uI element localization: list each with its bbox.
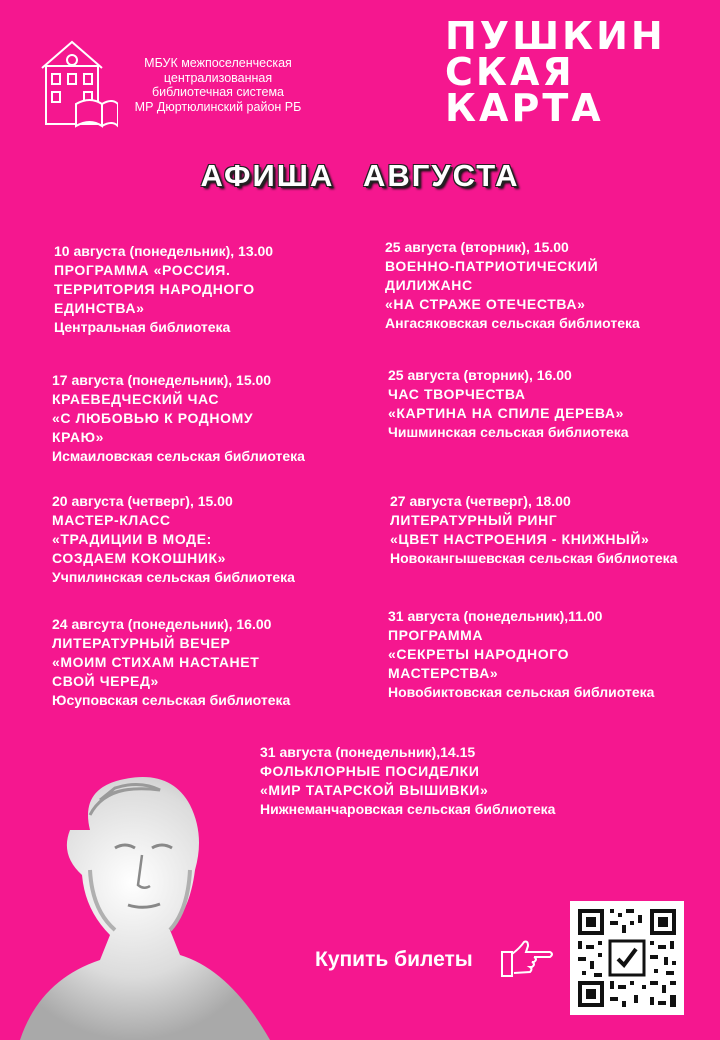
event-place: Учпилинская сельская библиотека xyxy=(52,569,295,585)
org-line: централизованная xyxy=(163,70,273,85)
event-date: 25 августа (вторник), 16.00 xyxy=(388,367,572,383)
event-title-line: ЕДИНСТВА» xyxy=(54,300,145,316)
event-card xyxy=(52,371,305,466)
event-date: 31 августа (понедельник),14.15 xyxy=(260,744,476,760)
event-card xyxy=(388,366,629,442)
event-title-line: ЧАС ТВОРЧЕСТВА xyxy=(388,386,526,402)
page-title: АФИША АВГУСТА xyxy=(200,158,520,193)
org-line: МБУК межпоселенческая xyxy=(144,56,292,70)
event-place: Нижнеманчаровская сельская библиотека xyxy=(260,801,556,817)
event-date: 17 августа (понедельник), 15.00 xyxy=(52,372,272,388)
event-card xyxy=(390,492,677,568)
brand-line: ПУШКИН xyxy=(445,14,666,58)
event-title-line: «НА СТРАЖЕ ОТЕЧЕСТВА» xyxy=(385,296,586,312)
qr-code-graphic xyxy=(570,901,684,1015)
pushkin-card-logo xyxy=(445,14,715,130)
buy-tickets-label[interactable]: Купить билеты xyxy=(315,948,473,971)
event-title-line: ПРОГРАММА «РОССИЯ. xyxy=(54,262,231,278)
event-card xyxy=(388,607,654,702)
event-title-line: СВОЙ ЧЕРЕД» xyxy=(52,673,159,689)
event-place: Центральная библиотека xyxy=(54,319,231,335)
event-title-line: СОЗДАЕМ КОКОШНИК» xyxy=(52,550,227,566)
event-card xyxy=(52,492,295,587)
pointing-hand-icon xyxy=(500,938,554,982)
event-date: 10 августа (понедельник), 13.00 xyxy=(54,243,274,259)
event-title-line: «С ЛЮБОВЬЮ К РОДНОМУ xyxy=(52,410,254,426)
event-title-line: ДИЛИЖАНС xyxy=(385,277,473,293)
event-title-line: ЛИТЕРАТУРНЫЙ ВЕЧЕР xyxy=(52,635,231,651)
event-date: 25 августа (вторник), 15.00 xyxy=(385,239,569,255)
event-title-line: «МИР ТАТАРСКОЙ ВЫШИВКИ» xyxy=(260,782,489,798)
event-title-line: КРАЮ» xyxy=(52,429,104,445)
event-date: 27 августа (четверг), 18.00 xyxy=(390,493,571,509)
event-title-line: «ЦВЕТ НАСТРОЕНИЯ - КНИЖНЫЙ» xyxy=(390,531,650,547)
event-title-line: КРАЕВЕДЧЕСКИЙ ЧАС xyxy=(52,391,220,407)
event-place: Исмаиловская сельская библиотека xyxy=(52,448,305,464)
event-title-line: «СЕКРЕТЫ НАРОДНОГО xyxy=(388,646,570,662)
event-card xyxy=(385,238,640,333)
event-place: Юсуповская сельская библиотека xyxy=(52,692,291,708)
event-date: 20 августа (четверг), 15.00 xyxy=(52,493,233,509)
library-logo-icon xyxy=(38,38,118,128)
brand-line: СКАЯ xyxy=(445,50,575,94)
event-title-line: ТЕРРИТОРИЯ НАРОДНОГО xyxy=(54,281,255,297)
event-title-line: «КАРТИНА НА СПИЛЕ ДЕРЕВА» xyxy=(388,405,625,421)
org-line: библиотечная система xyxy=(152,85,284,99)
event-card xyxy=(52,615,290,710)
event-title-line: ФОЛЬКЛОРНЫЕ ПОСИДЕЛКИ xyxy=(260,763,480,779)
event-date: 24 авгсута (понедельник), 16.00 xyxy=(52,616,272,632)
qr-code[interactable] xyxy=(570,901,684,1015)
event-title-line: ПРОГРАММА xyxy=(388,627,484,643)
pushkin-bust xyxy=(20,760,280,1040)
event-card xyxy=(260,743,555,819)
event-place: Ангасяковская сельская библиотека xyxy=(385,315,640,331)
brand-line: КАРТА xyxy=(445,86,604,130)
event-title-line: «МОИМ СТИХАМ НАСТАНЕТ xyxy=(52,654,260,670)
event-title-line: МАСТЕРСТВА» xyxy=(388,665,499,681)
organization-name xyxy=(118,56,318,114)
event-title-line: МАСТЕР-КЛАСС xyxy=(52,512,171,528)
event-place: Чишминская сельская библиотека xyxy=(388,424,629,440)
event-title-line: ЛИТЕРАТУРНЫЙ РИНГ xyxy=(390,512,558,528)
event-title-line: «ТРАДИЦИИ В МОДЕ: xyxy=(52,531,212,547)
event-place: Новокангышевская сельская библиотека xyxy=(390,550,678,566)
event-place: Новобиктовская сельская библиотека xyxy=(388,684,655,700)
org-line: МР Дюртюлинский район РБ xyxy=(134,99,302,114)
event-date: 31 августа (понедельник),11.00 xyxy=(388,608,603,624)
event-title-line: ВОЕННО-ПАТРИОТИЧЕСКИЙ xyxy=(385,258,599,274)
event-card xyxy=(54,242,273,337)
